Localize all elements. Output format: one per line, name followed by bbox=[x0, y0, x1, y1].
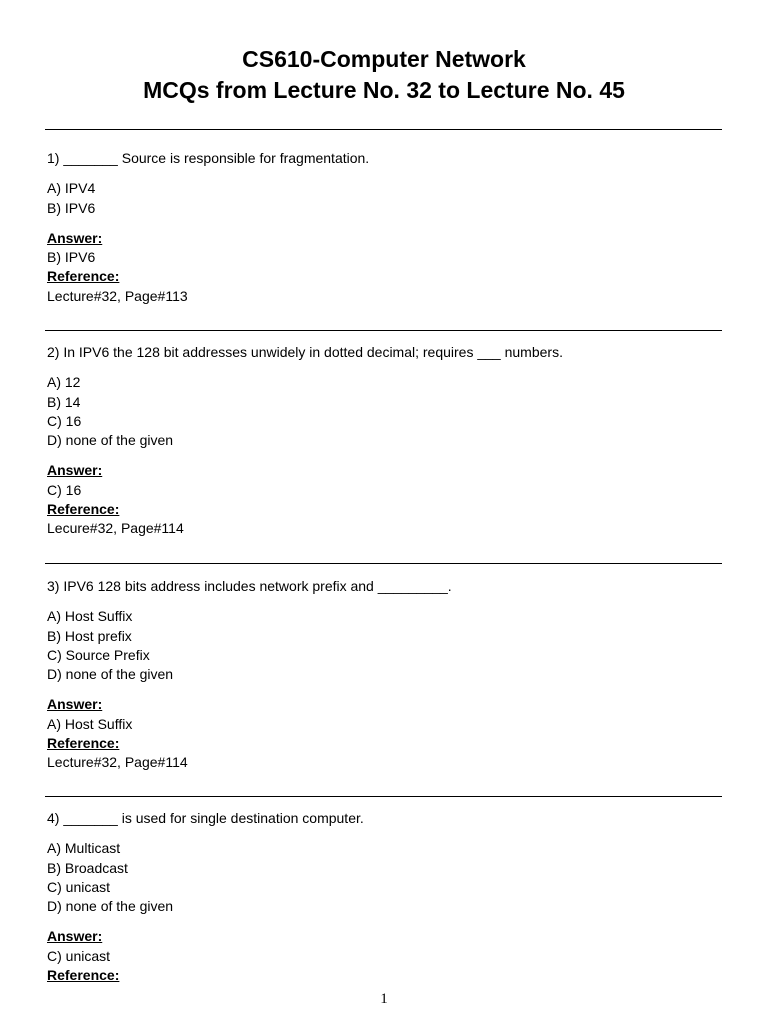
option-d: D) none of the given bbox=[47, 432, 174, 449]
option-a: A) Multicast bbox=[47, 840, 121, 857]
option-c: C) unicast bbox=[47, 878, 111, 895]
question-text: 2) In IPV6 the 128 bit addresses unwidely in dotted decimal; requires ___ numbers. bbox=[47, 344, 563, 360]
divider bbox=[45, 796, 722, 797]
answer-label: Answer: bbox=[47, 462, 103, 479]
options-list bbox=[47, 839, 722, 916]
answer-label: Answer: bbox=[47, 229, 103, 246]
reference-label: Reference: bbox=[47, 735, 120, 752]
answer-value: B) IPV6 bbox=[47, 249, 96, 266]
answer-value: C) unicast bbox=[47, 947, 111, 964]
question-3 bbox=[47, 577, 722, 773]
divider bbox=[45, 129, 722, 130]
title-line-2: MCQs from Lecture No. 32 to Lecture No. 45 bbox=[143, 77, 625, 103]
reference-value: Lecure#32, Page#114 bbox=[47, 520, 184, 537]
option-c: C) Source Prefix bbox=[47, 646, 150, 663]
option-d: D) none of the given bbox=[47, 666, 174, 683]
answer-value: C) 16 bbox=[47, 481, 82, 498]
question-text: 1) _______ Source is responsible for fragmentation. bbox=[47, 150, 370, 166]
reference-value: Lecture#32, Page#114 bbox=[47, 754, 188, 771]
document-title bbox=[0, 44, 768, 106]
reference-value: Lecture#32, Page#113 bbox=[47, 287, 188, 304]
answer-value: A) Host Suffix bbox=[47, 715, 133, 732]
answer-label: Answer: bbox=[47, 928, 103, 945]
option-a: A) IPV4 bbox=[47, 180, 96, 197]
option-b: B) IPV6 bbox=[47, 199, 96, 216]
option-d: D) none of the given bbox=[47, 898, 174, 915]
reference-label: Reference: bbox=[47, 268, 120, 285]
option-c: C) 16 bbox=[47, 412, 82, 429]
page-number: 1 bbox=[380, 991, 388, 1007]
answer-label: Answer: bbox=[47, 696, 103, 713]
option-b: B) 14 bbox=[47, 393, 81, 410]
option-b: B) Broadcast bbox=[47, 859, 128, 876]
options-list bbox=[47, 373, 722, 450]
reference-label: Reference: bbox=[47, 501, 120, 518]
title-line-1: CS610-Computer Network bbox=[242, 46, 526, 72]
option-a: A) 12 bbox=[47, 374, 81, 391]
reference-label: Reference: bbox=[47, 967, 120, 984]
option-b: B) Host prefix bbox=[47, 627, 132, 644]
divider bbox=[45, 563, 722, 564]
question-text: 3) IPV6 128 bits address includes network prefix and _________. bbox=[47, 578, 452, 594]
question-1 bbox=[47, 149, 722, 306]
question-text: 4) _______ is used for single destination computer. bbox=[47, 810, 364, 826]
options-list bbox=[47, 607, 722, 684]
divider bbox=[45, 330, 722, 331]
options-list bbox=[47, 179, 722, 218]
question-2 bbox=[47, 343, 722, 539]
question-4 bbox=[47, 809, 722, 985]
option-a: A) Host Suffix bbox=[47, 608, 133, 625]
